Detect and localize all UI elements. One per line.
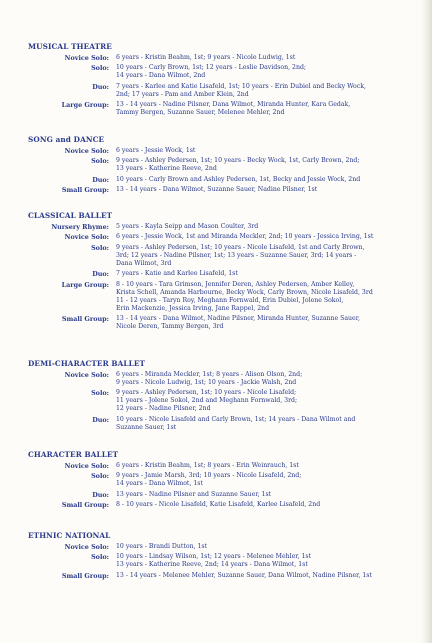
result-text [116, 281, 408, 313]
result-text [116, 501, 408, 509]
result-text [116, 572, 408, 580]
result-row [28, 270, 408, 278]
result-row [28, 176, 408, 184]
section-song-and-dance [28, 135, 408, 197]
result-row [28, 281, 408, 313]
result-row [28, 101, 408, 117]
category-label: Duo: [92, 490, 109, 499]
result-text [116, 472, 408, 488]
result-row [28, 233, 408, 241]
result-line: 13 years - Katherine Reeve, 2nd; 14 years - Dana Wilmot, 1st [116, 561, 308, 569]
result-row [28, 572, 408, 580]
section-demi-character-ballet [28, 359, 408, 434]
section-title: CLASSICAL BALLET [28, 211, 113, 220]
result-line: Krista Schell, Amanda Harbourne, Becky Wock, Carly Brown, Nicole Lisafeld, 3rd [116, 288, 373, 296]
result-text [116, 233, 408, 241]
category-label: Small Group: [61, 314, 109, 323]
result-row [28, 64, 408, 80]
result-row [28, 416, 408, 432]
result-row [28, 472, 408, 488]
result-text [116, 147, 408, 155]
result-line: 10 years - Brandi Dutton, 1st [116, 543, 208, 550]
result-line: 2nd; 17 years - Pam and Amber Klein, 2nd [116, 90, 249, 98]
category-label: Solo: [91, 553, 109, 562]
result-text [116, 462, 408, 470]
result-line: 11 years - Jolene Sokol, 2nd and Meghann Fornwald, 3rd; [116, 397, 298, 405]
category-label: Solo: [91, 243, 109, 252]
result-row [28, 223, 408, 231]
category-label: Novice Solo: [64, 371, 109, 379]
category-label: Solo: [91, 472, 109, 481]
result-line: 9 years - Ashley Pedersen, 1st; 10 years - Nicole Lisafeld, 1st and Carly Brown, [116, 243, 365, 251]
result-text [116, 223, 408, 231]
section-character-ballet [28, 450, 408, 512]
category-label: Duo: [92, 415, 109, 424]
result-row [28, 553, 408, 569]
category-label: Duo: [92, 270, 109, 279]
section-title: ETHNIC NATIONAL [28, 531, 111, 540]
result-row [28, 371, 408, 387]
result-text [116, 54, 408, 62]
category-label: Novice Solo: [64, 543, 109, 551]
result-text [116, 64, 408, 80]
result-line: Erin Mackenzie, Jessica Irving, Jane Rappel, 2nd [116, 304, 270, 312]
category-label: Small Group: [61, 571, 109, 580]
category-label: Solo: [91, 64, 109, 73]
section-title: SONG and DANCE [28, 135, 105, 144]
result-text [116, 315, 408, 331]
result-text [116, 157, 408, 173]
result-line: 13 - 14 years - Dana Wilmot, Suzanne Sauer, Nadine Pilsner, 1st [116, 186, 318, 194]
result-line: 6 years - Jessie Wock, 1st and Miranda Meckler, 2nd; 10 years - Jessica Irving, 1st [116, 233, 374, 241]
category-label: Novice Solo: [64, 147, 109, 155]
category-label: Small Group: [61, 186, 109, 195]
result-line: 6 years - Jessie Wock, 1st [116, 147, 196, 154]
category-label: Duo: [92, 82, 109, 91]
result-text [116, 244, 408, 268]
result-text [116, 389, 408, 413]
result-line: 12 years - Nadine Pilsner, 2nd [116, 405, 211, 413]
category-label: Novice Solo: [64, 462, 109, 470]
result-text [116, 553, 408, 569]
result-line: 11 - 12 years - Taryn Roy, Meghann Fornwald, Erin Dubiel, Jolene Sokol, [116, 296, 344, 304]
section-musical-theatre [28, 42, 408, 120]
result-row [28, 157, 408, 173]
category-label: Duo: [92, 175, 109, 184]
section-classical-ballet [28, 211, 408, 333]
result-line: 13 - 14 years - Melenee Mehler, Suzanne Sauer, Dana Wilmot, Nadine Pilsner, 1st [116, 571, 372, 579]
result-row [28, 491, 408, 499]
result-line: 10 years - Nicole Lisafeld and Carly Brown, 1st; 14 years - Dana Wilmot and [116, 415, 356, 423]
result-row [28, 54, 408, 62]
category-label: Nursery Rhyme: [51, 223, 109, 231]
result-row [28, 147, 408, 155]
category-label: Large Group: [61, 280, 109, 289]
category-label: Large Group: [61, 101, 109, 110]
result-line: 13 years - Nadine Pilsner and Suzanne Sauer, 1st [116, 490, 272, 498]
result-line: Suzanne Sauer, 1st [116, 423, 177, 431]
result-text [116, 270, 408, 278]
result-line: 13 years - Katherine Reeve, 2nd [116, 165, 217, 173]
result-line: 7 years - Karlee and Katie Lisafeld, 1st; 10 years - Erin Dubiel and Becky Wock, [116, 82, 366, 90]
result-text [116, 176, 408, 184]
category-label: Small Group: [61, 501, 109, 510]
category-label: Novice Solo: [64, 233, 109, 242]
section-title: DEMI-CHARACTER BALLET [28, 359, 146, 368]
result-line: 8 - 10 years - Nicole Lisafeld, Katie Lisafeld, Karlee Lisafeld, 2nd [116, 501, 321, 509]
result-row [28, 244, 408, 268]
result-line: 10 years - Carly Brown and Ashley Pedersen, 1st, Becky and Jessie Wock, 2nd [116, 175, 361, 183]
result-line: 8 - 10 years - Tara Grimson, Jennifer Deren, Ashley Pedersen, Amber Kelley, [116, 280, 355, 288]
section-title: MUSICAL THEATRE [28, 42, 112, 51]
result-line: 6 years - Miranda Meckler, 1st; 8 years - Alison Olson, 2nd; [116, 371, 303, 378]
result-line: 5 years - Kayla Seipp and Mason Coulter, 3rd [116, 223, 259, 230]
result-line: 14 years - Dana Wilmot, 2nd [116, 72, 206, 80]
result-line: 7 years - Katie and Karlee Lisafeld, 1st [116, 270, 238, 278]
result-row [28, 315, 408, 331]
result-text [116, 101, 408, 117]
result-line: 6 years - Kristin Beahm, 1st; 9 years - Nicole Ludwig, 1st [116, 54, 296, 61]
result-row [28, 186, 408, 194]
section-ethnic-national [28, 531, 408, 582]
category-label: Novice Solo: [64, 54, 109, 62]
result-line: Dana Wilmot, 3rd [116, 259, 172, 267]
result-row [28, 501, 408, 509]
result-line: 9 years - Nicole Ludwig, 1st; 10 years - Jackie Walsh, 2nd [116, 379, 297, 386]
result-row [28, 83, 408, 99]
result-line: 9 years - Ashley Pedersen, 1st; 10 years - Nicole Lisafeld; [116, 389, 297, 397]
result-line: Nicole Deren, Tammy Bergen, 3rd [116, 322, 224, 330]
section-title: CHARACTER BALLET [28, 450, 119, 459]
result-text [116, 543, 408, 551]
result-text [116, 416, 408, 432]
result-line: 6 years - Kristin Beahm, 1st; 8 years - Erin Weinrauch, 1st [116, 462, 299, 469]
result-line: 9 years - Ashley Pedersen, 1st; 10 years - Becky Wock, 1st, Carly Brown, 2nd; [116, 157, 360, 165]
result-line: 10 years - Lindsay Wilson, 1st; 12 years - Melenee Mehler, 1st [116, 553, 312, 561]
result-text [116, 491, 408, 499]
result-line: 10 years - Carly Brown, 1st; 12 years - Leslie Davidson, 2nd; [116, 64, 307, 72]
result-line: 3rd; 12 years - Nadine Pilsner, 1st; 13 years - Suzanne Sauer, 3rd; 14 years - [116, 251, 357, 259]
result-line: Tammy Bergen, Suzanne Sauer, Melenee Mehler, 2nd [116, 109, 285, 117]
result-text [116, 371, 408, 387]
result-line: 9 years - Jamie Marsh, 3rd; 10 years - Nicole Lisafeld, 2nd; [116, 472, 302, 480]
result-row [28, 462, 408, 470]
category-label: Solo: [91, 389, 109, 398]
result-row [28, 543, 408, 551]
result-text [116, 186, 408, 194]
result-row [28, 389, 408, 413]
result-line: 14 years - Dana Wilmot, 1st [116, 480, 203, 488]
result-line: 13 - 14 years - Dana Wilmot, Nadine Pilsner, Miranda Hunter, Suzanne Sauer, [116, 314, 360, 322]
result-line: 13 - 14 years - Nadine Pilsner, Dana Wilmot, Miranda Hunter, Kara Gedak, [116, 101, 351, 109]
category-label: Solo: [91, 157, 109, 166]
result-text [116, 83, 408, 99]
